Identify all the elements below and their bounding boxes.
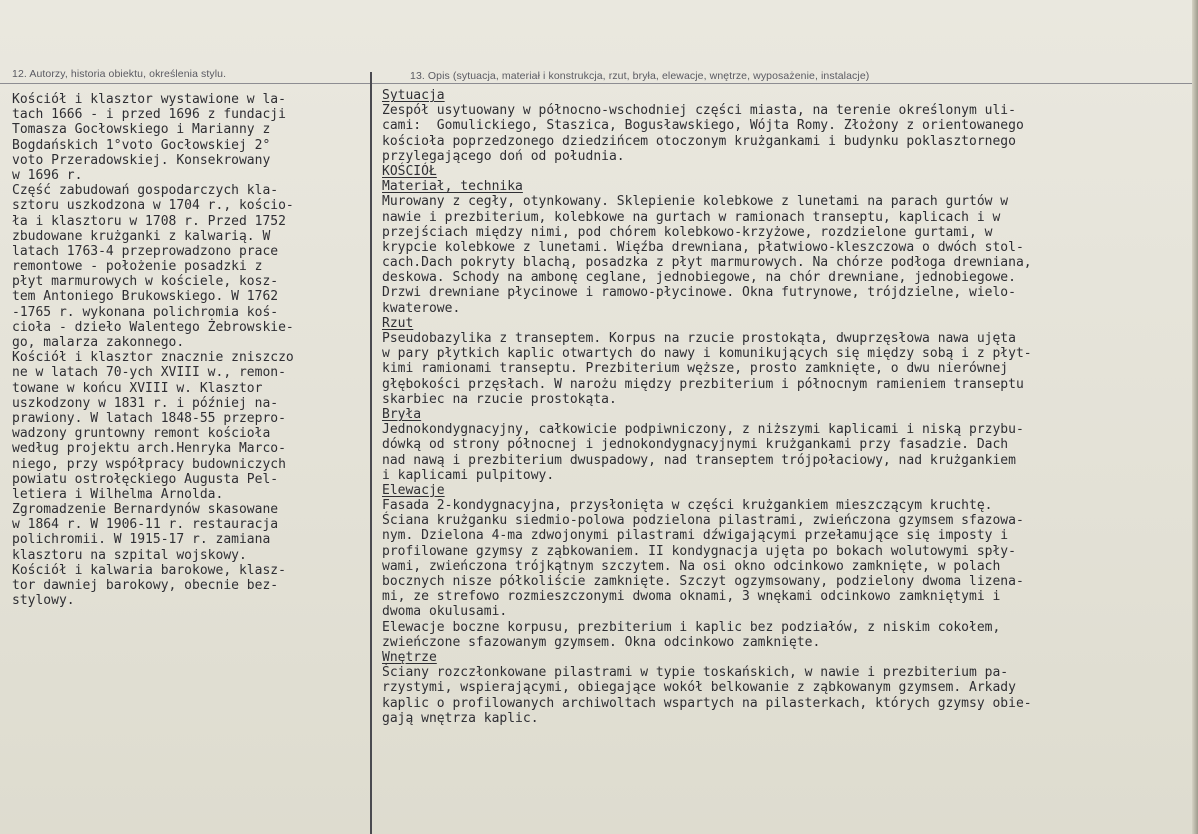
description-line: kościoła poprzedzonego dziedzińcem otoczonym krużgankami i budynku poklasztornego: [382, 133, 1016, 149]
history-line: Kościół i kalwaria barokowe, klasz-: [12, 562, 286, 578]
description-line: głębokości przęsłach. W narożu między prezbiterium i północnym ramieniem transeptu: [382, 376, 1024, 392]
history-line: ne w latach 70-ych XVIII w., remon-: [12, 365, 286, 381]
description-line: Pseudobazylika z transeptem. Korpus na rzucie prostokąta, dwuprzęsłowa nawa ujęta: [382, 331, 1016, 346]
history-line: tor dawniej barokowy, obecnie bez-: [12, 578, 279, 593]
description-line: deskowa. Schody na ambonę ceglane, jednobiegowe, na chór drewniane, jednobiegowe.: [382, 270, 1016, 286]
history-line: -1765 r. wykonana polichromia koś-: [12, 304, 279, 320]
history-text: [12, 92, 364, 608]
section-heading: Materiał, technika: [382, 179, 523, 195]
column-divider: [370, 72, 372, 834]
description-line: i kaplicami pulpitowy.: [382, 467, 555, 483]
description-line: przylegającego doń od południa.: [382, 148, 625, 164]
history-line: latach 1763-4 przeprowadzono prace: [12, 243, 279, 259]
history-line: polichromii. W 1915-17 r. zamiana: [12, 532, 271, 548]
section-heading: Bryła: [382, 406, 422, 422]
description-line: Ściany rozczłonkowane pilastrami w typie toskańskich, w nawie i prezbiterium pa-: [382, 665, 1009, 681]
description-line: Fasada 2-kondygnacyjna, przysłonięta w części krużgankiem mieszczącym kruchtę.: [382, 498, 993, 514]
history-line: letiera i Wilhelma Arnolda.: [12, 486, 224, 502]
description-text: [382, 88, 1194, 726]
description-line: Jednokondygnacyjny, całkowicie podpiwniczony, z niższymi kaplicami i niską przybu-: [382, 422, 1024, 438]
history-line: klasztoru na szpital wojskowy.: [12, 547, 247, 563]
description-line: cach.Dach pokryty blachą, posadzka z płyt marmurowych. Na chórze podłoga drewniana,: [382, 255, 1032, 271]
section-heading: Wnętrze: [382, 649, 437, 665]
history-line: Tomasza Gocłowskiego i Marianny z: [12, 122, 271, 138]
section-heading: Sytuacja: [382, 88, 445, 103]
section-heading: Rzut: [382, 315, 414, 331]
description-line: profilowane gzymsy z ząbkowaniem. II kondygnacja ujęta po bokach wolutowymi spły-: [382, 543, 1016, 559]
history-line: tem Antoniego Brukowskiego. W 1762: [12, 289, 279, 305]
description-line: wami, zwieńczona trójkątnym szczytem. Na osi okno odcinkowo zamknięte, w polach: [382, 558, 1001, 574]
history-line: prawiony. W latach 1848-55 przepro-: [12, 410, 286, 426]
description-line: krypcie kolebkowe z lunetami. Więźba drewniana, płatwiowo-kleszczowa o dwóch stol-: [382, 239, 1024, 255]
left-field-header: 12. Autorzy, historia obiektu, określenia stylu.: [12, 68, 227, 80]
history-line: powiatu ostrołęckiego Augusta Pel-: [12, 471, 279, 487]
history-line: cioła - dzieło Walentego Żebrowskie-: [12, 319, 294, 335]
history-line: Bogdańskich 1°voto Gocłowskiej 2°: [12, 137, 271, 153]
description-line: Ściana krużganku siedmio-polowa podzielona pilastrami, zwieńczona gzymsem sfazowa-: [382, 513, 1024, 529]
history-line: Kościół i klasztor wystawione w la-: [12, 92, 286, 107]
history-line: według projektu arch.Henryka Marco-: [12, 441, 286, 457]
description-line: cami: Gomulickiego, Staszica, Bogusławskiego, Wójta Romy. Złożony z orientowanego: [382, 118, 1024, 134]
description-line: w pary płytkich kaplic otwartych do nawy i komunikujących się między sobą i z płyt-: [382, 346, 1032, 362]
description-line: bocznych nisze półkoliście zamknięte. Szczyt ogzymsowany, podzielony dwoma lizena-: [382, 574, 1024, 589]
description-line: dówką od strony północnej i jednokondygnacyjnymi krużgankami przy fasadzie. Dach: [382, 437, 1009, 453]
description-line: rzystymi, wspierającymi, obiegające wokół belkowanie z ząbkowanym gzymsem. Arkady: [382, 680, 1016, 696]
history-line: płyt marmurowych w kościele, kosz-: [12, 274, 279, 290]
history-line: remontowe - położenie posadzki z: [12, 259, 263, 275]
history-line: voto Przeradowskiej. Konsekrowany: [12, 152, 271, 168]
history-line: Zgromadzenie Bernardynów skasowane: [12, 502, 279, 518]
description-line: kwaterowe.: [382, 300, 461, 316]
description-line: dwoma okulusami.: [382, 604, 508, 620]
right-field-header: 13. Opis (sytuacja, materiał i konstrukcja, rzut, bryła, elewacje, wnętrze, wyposażenie, instalacje): [410, 70, 870, 82]
description-line: przejściach między nimi, pod chórem kolebkowo-krzyżowe, rozdzielone gurtami, w: [382, 224, 993, 240]
history-line: Część zabudowań gospodarczych kla-: [12, 183, 279, 199]
history-line: tach 1666 - i przed 1696 z fundacji: [12, 107, 286, 123]
description-line: zwieńczone sfazowanym gzymsem. Okna odcinkowo zamknięte.: [382, 634, 821, 650]
history-line: zbudowane krużganki z kalwarią. W: [12, 228, 271, 244]
description-line: Elewacje boczne korpusu, prezbiterium i kaplic bez podziałów, z niskim cokołem,: [382, 619, 1001, 635]
description-line: nad nawą i prezbiterium dwuspadowy, nad transeptem trójpołaciowy, nad krużgankiem: [382, 452, 1016, 468]
history-line: wadzony gruntowny remont kościoła: [12, 426, 271, 442]
description-line: skarbiec na rzucie prostokąta.: [382, 391, 617, 407]
description-line: kaplic o profilowanych archiwoltach wspartych na pilasterkach, których gzymsy obie-: [382, 695, 1032, 711]
description-line: mi, ze strefowo rozmieszczonymi dwoma oknami, 3 wnękami odcinkowo zamkniętymi i: [382, 589, 1001, 605]
section-heading: KOŚCIÓŁ: [382, 163, 437, 179]
section-heading: Elewacje: [382, 482, 445, 498]
history-line: towane w końcu XVIII w. Klasztor: [12, 380, 263, 396]
description-line: kimi ramionami transeptu. Prezbiterium węższe, prosto zamknięte, o dwu nierównej: [382, 361, 1009, 377]
description-line: Murowany z cegły, otynkowany. Sklepienie kolebkowe z lunetami na parach gurtów w: [382, 194, 1009, 210]
description-line: nym. Dzielona 4-ma zdwojonymi pilastrami dźwigającymi przełamujące się imposty i: [382, 528, 1009, 544]
history-line: stylowy.: [12, 593, 75, 609]
description-line: Zespół usytuowany w północno-wschodniej części miasta, na terenie określonym uli-: [382, 103, 1016, 119]
description-line: gają wnętrza kaplic.: [382, 710, 539, 726]
history-line: ła i klasztoru w 1708 r. Przed 1752: [12, 213, 286, 229]
history-line: uszkodzony w 1831 r. i później na-: [12, 395, 279, 411]
history-line: go, malarza zakonnego.: [12, 335, 185, 350]
history-line: sztoru uszkodzona w 1704 r., kościo-: [12, 198, 294, 214]
header-divider: [0, 83, 1192, 84]
history-line: Kościół i klasztor znacznie zniszczo: [12, 350, 294, 366]
history-line: niego, przy współpracy budowniczych: [12, 456, 286, 472]
description-line: Drzwi drewniane płycinowe i ramowo-płycinowe. Okna futrynowe, trójdzielne, wielo-: [382, 285, 1016, 301]
description-line: nawie i prezbiterium, kolebkowe na gurtach w ramionach transeptu, kaplicach i w: [382, 209, 1001, 225]
history-line: w 1864 r. W 1906-11 r. restauracja: [12, 517, 279, 533]
history-line: w 1696 r.: [12, 167, 83, 183]
